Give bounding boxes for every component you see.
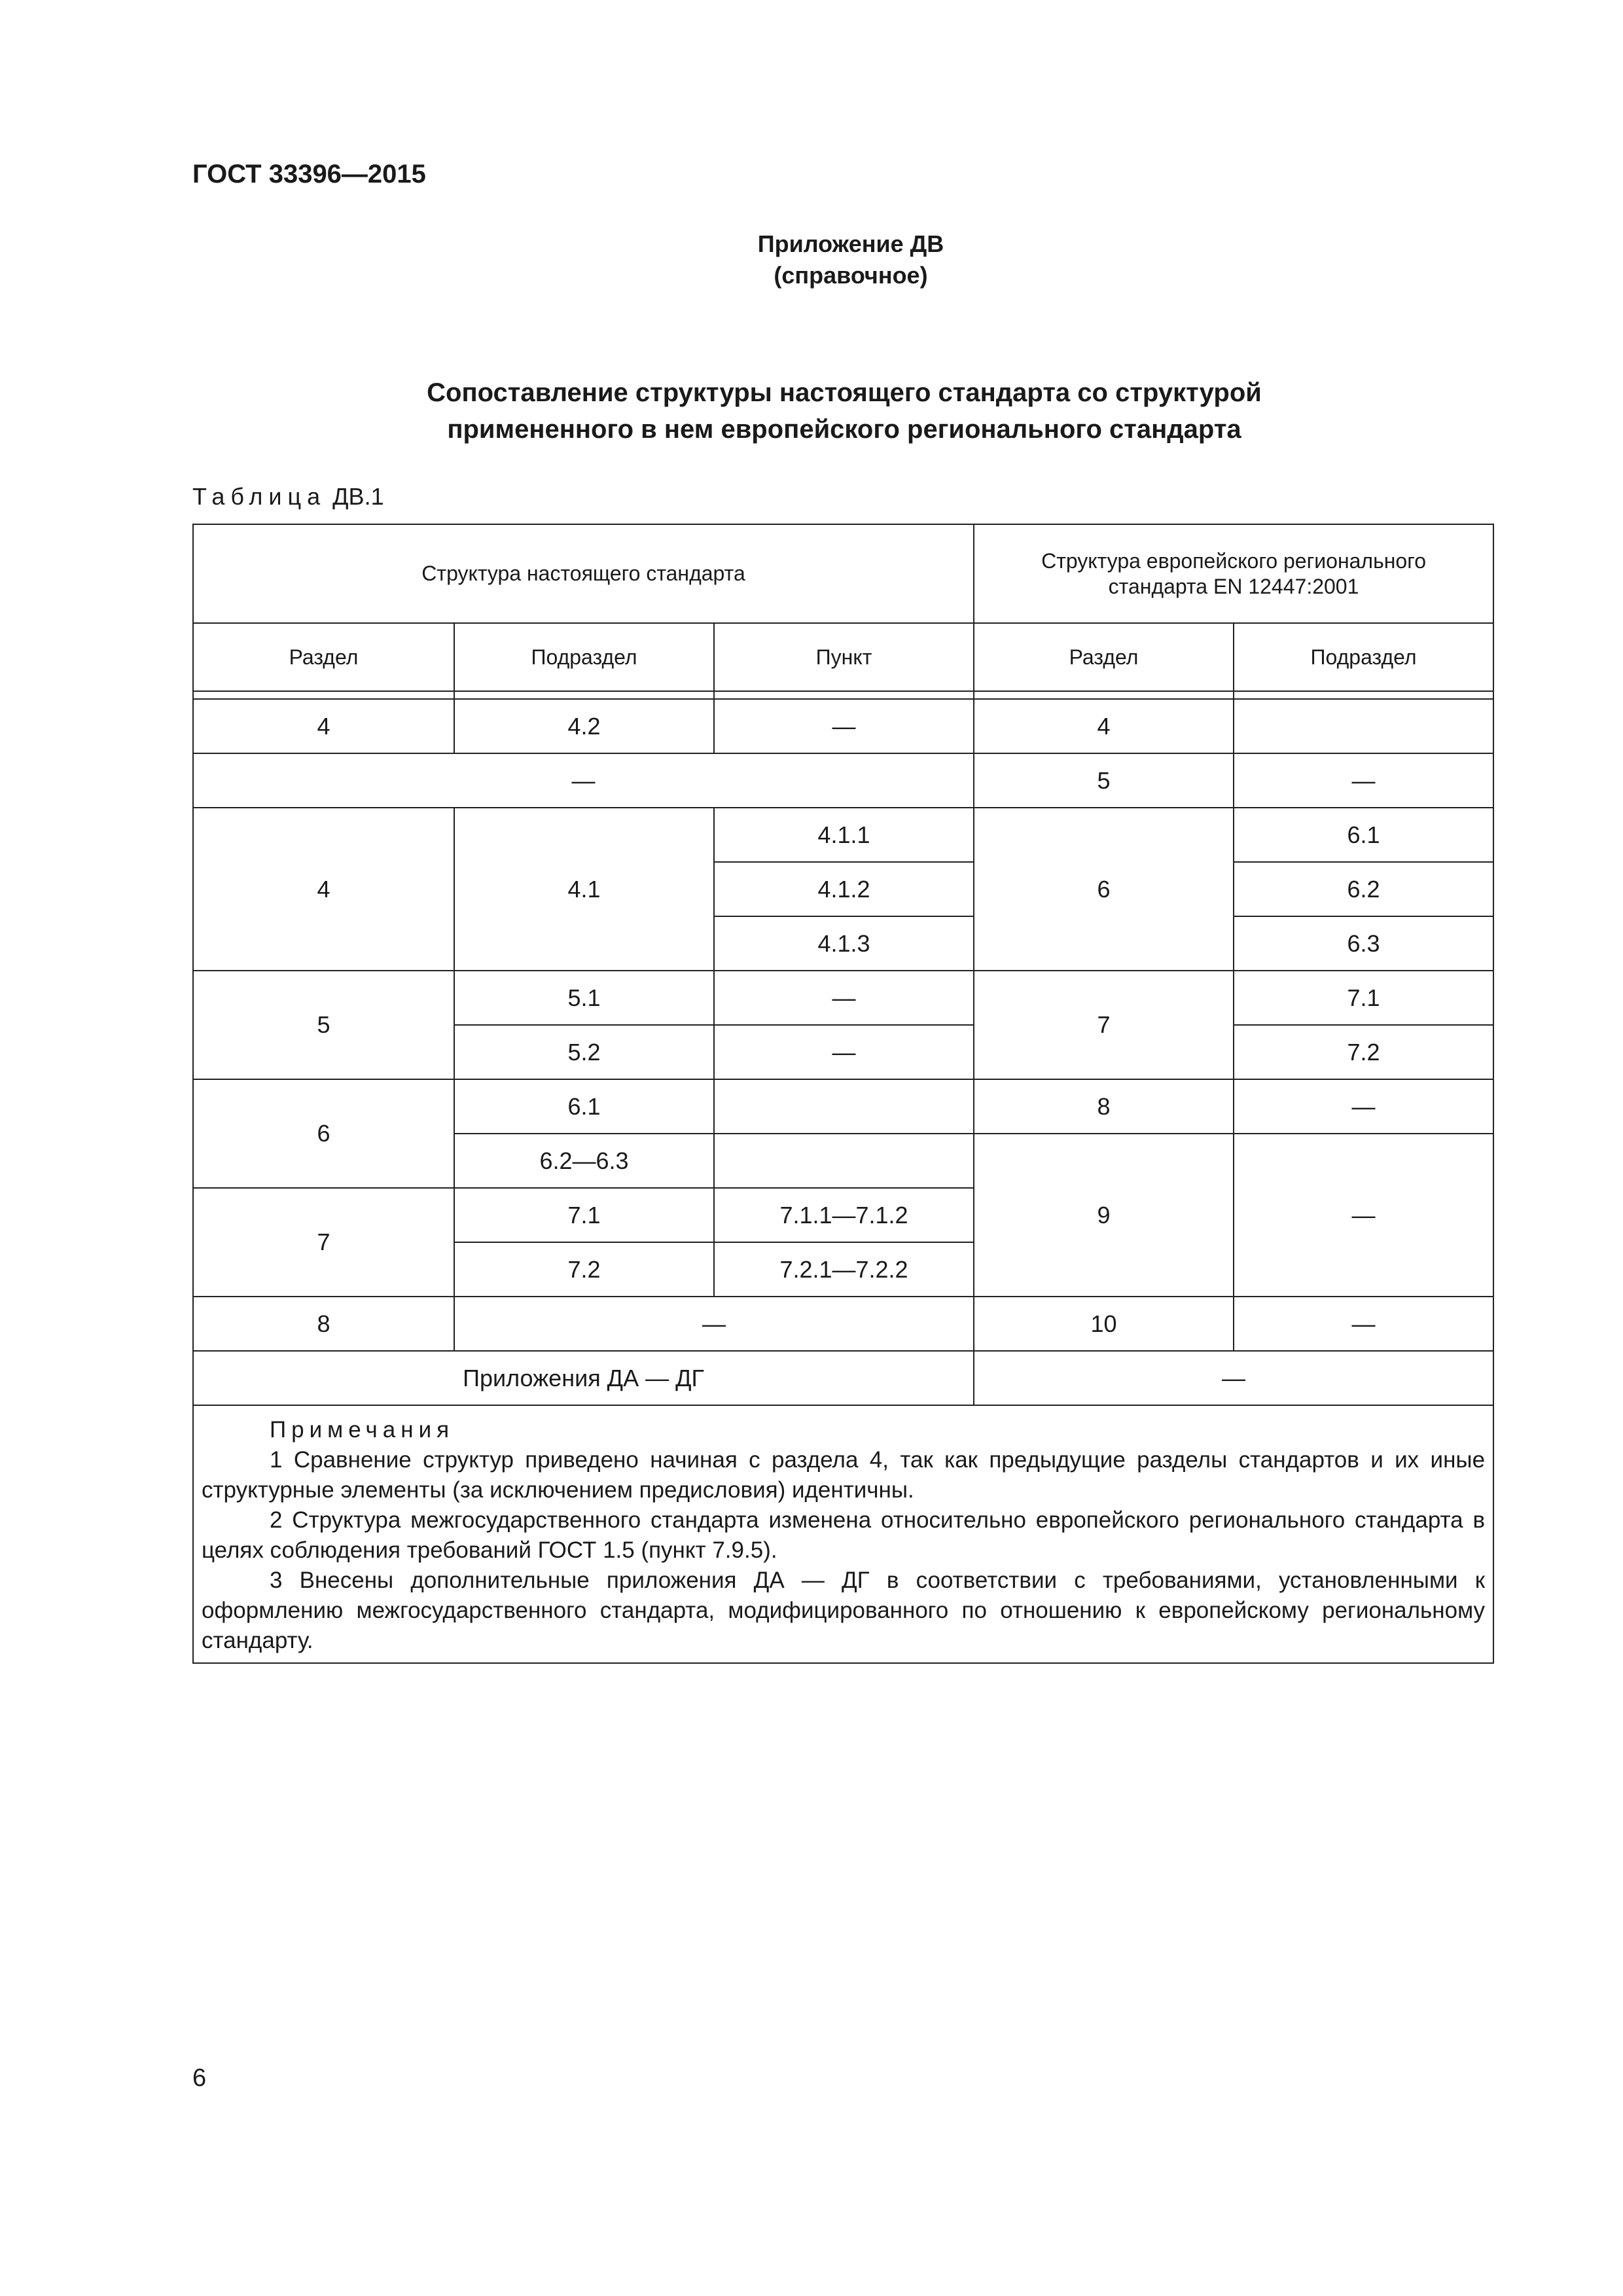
- cell-en-section: 4: [974, 699, 1234, 753]
- cell-en-section: 6: [974, 808, 1234, 971]
- header-group-european-line1: Структура европейского регионального: [1041, 549, 1426, 573]
- table-row: [193, 1297, 1493, 1351]
- cell-en-subsection: 6.2: [1234, 862, 1493, 916]
- cell-section: 6: [193, 1079, 454, 1188]
- cell-clause: 4.1.3: [714, 916, 974, 971]
- note-3: 3 Внесены дополнительные приложения ДА — ДГ в соответствии с требованиями, установленными к оформлению межгосударственного стандарта, модифицированного по отношению к европейскому региональному стандарту.: [202, 1568, 1486, 1653]
- cell-clause: 4.1.1: [714, 808, 974, 862]
- table-label-number: ДВ.1: [332, 483, 384, 510]
- cell-en-appendices: —: [974, 1351, 1493, 1405]
- header-group-current-standard: Структура настоящего стандарта: [193, 524, 974, 623]
- cell-subsection: 4.1: [454, 808, 714, 971]
- table-label-prefix: Таблица: [192, 483, 327, 510]
- table-notes: [193, 1405, 1493, 1663]
- cell-en-subsection: [1234, 699, 1493, 753]
- cell-en-section: 7: [974, 971, 1234, 1079]
- table-row: [193, 1351, 1493, 1405]
- appendix-title: Приложение ДВ: [757, 230, 944, 257]
- cell-en-subsection: —: [1234, 1134, 1493, 1297]
- cell-en-section: 10: [974, 1297, 1234, 1351]
- cell-current-merged: —: [193, 753, 974, 808]
- cell-clause: 7.2.1—7.2.2: [714, 1242, 974, 1297]
- notes-title: Примечания: [270, 1417, 455, 1443]
- header-clause: Пункт: [714, 623, 974, 691]
- section-title-line1: Сопоставление структуры настоящего стандарта со структурой: [427, 378, 1262, 407]
- cell-clause: [714, 1079, 974, 1134]
- header-section: Раздел: [193, 623, 454, 691]
- cell-en-subsection: —: [1234, 1079, 1493, 1134]
- cell-en-subsection: —: [1234, 1297, 1493, 1351]
- table-label: [192, 483, 384, 511]
- cell-section: 5: [193, 971, 454, 1079]
- cell-subsection: 4.2: [454, 699, 714, 753]
- cell-subsection-clause-merged: —: [454, 1297, 974, 1351]
- cell-en-subsection: 7.2: [1234, 1025, 1493, 1079]
- header-group-european-line2: стандарта EN 12447:2001: [1108, 574, 1359, 598]
- cell-clause: 7.1.1—7.1.2: [714, 1188, 974, 1242]
- note-2: 2 Структура межгосударственного стандарта изменена относительно европейского регионального стандарта в целях соблюдения требований ГОСТ 1.5 (пункт 7.9.5).: [202, 1507, 1486, 1563]
- cell-clause: —: [714, 971, 974, 1025]
- section-title-line2: примененного в нем европейского регионального стандарта: [447, 415, 1241, 444]
- cell-clause: —: [714, 699, 974, 753]
- cell-en-section: 9: [974, 1134, 1234, 1297]
- cell-subsection: 6.1: [454, 1079, 714, 1134]
- cell-section: 7: [193, 1188, 454, 1297]
- cell-section: 8: [193, 1297, 454, 1351]
- page-number: 6: [192, 2064, 207, 2092]
- cell-en-section: 8: [974, 1079, 1234, 1134]
- header-group-european-standard: [974, 524, 1493, 623]
- header-en-subsection: Подраздел: [1234, 623, 1493, 691]
- cell-subsection: 5.2: [454, 1025, 714, 1079]
- cell-subsection: 7.2: [454, 1242, 714, 1297]
- table-row: [193, 699, 1493, 753]
- cell-clause: 4.1.2: [714, 862, 974, 916]
- cell-section: 4: [193, 699, 454, 753]
- cell-subsection: 6.2—6.3: [454, 1134, 714, 1188]
- header-subsection: Подраздел: [454, 623, 714, 691]
- cell-subsection: 5.1: [454, 971, 714, 1025]
- cell-section: 4: [193, 808, 454, 971]
- table-row: [193, 808, 1493, 862]
- cell-en-section: 5: [974, 753, 1234, 808]
- document-code: ГОСТ 33396—2015: [192, 160, 426, 188]
- cell-clause: [714, 1134, 974, 1188]
- cell-subsection: 7.1: [454, 1188, 714, 1242]
- cell-appendices: Приложения ДА — ДГ: [193, 1351, 974, 1405]
- cell-en-subsection: 6.3: [1234, 916, 1493, 971]
- cell-en-subsection: 7.1: [1234, 971, 1493, 1025]
- header-en-section: Раздел: [974, 623, 1234, 691]
- comparison-table: [192, 524, 1494, 1664]
- cell-en-subsection: —: [1234, 753, 1493, 808]
- table-row: [193, 753, 1493, 808]
- note-1: 1 Сравнение структур приведено начиная с раздела 4, так как предыдущие разделы стандартов и их иные структурные элементы (за исключением предисловия) идентичны.: [202, 1447, 1486, 1503]
- cell-en-subsection: 6.1: [1234, 808, 1493, 862]
- cell-clause: —: [714, 1025, 974, 1079]
- table-row: [193, 1079, 1493, 1134]
- table-row: [193, 971, 1493, 1025]
- appendix-type: (справочное): [774, 262, 928, 289]
- header-separator: [193, 691, 1493, 699]
